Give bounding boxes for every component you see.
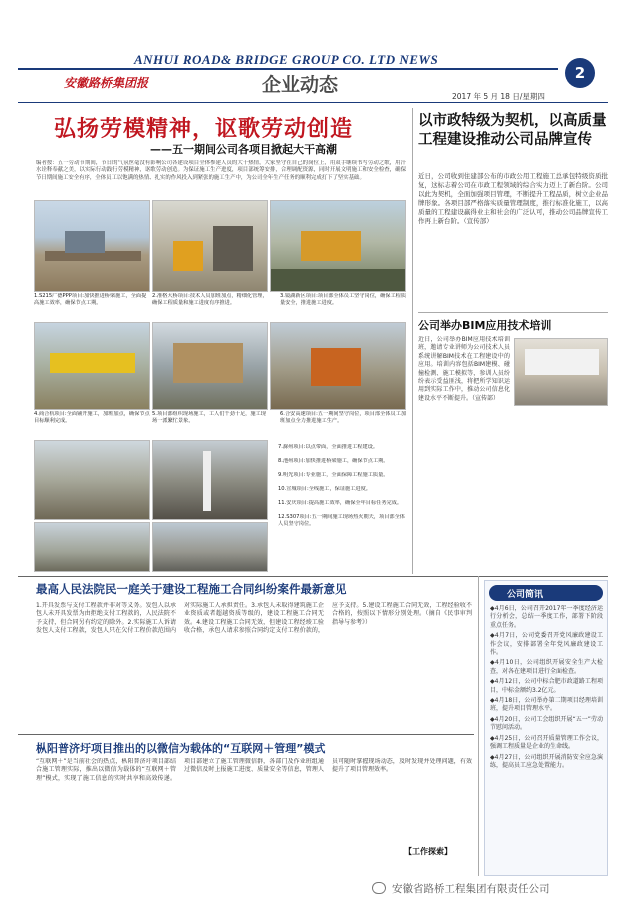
briefs-title: 公司简讯 [507,590,544,600]
caption-12: 12.S307项目:五一期间施工现场热火朝天，项目部全体人员坚守岗位。 [278,514,405,527]
footer-watermark [372,880,634,900]
bim-body-cont [514,410,608,566]
fupin-body: “互联网＋”是当前社会的热点，枞阳普济圩项目部结合施工管理实际，推出以微信为载体的“互联网＋管理”模式，实现了施工信息的实时共享和高效传递。项目部建立了施工管理微信群，各部门及作业班组通过微信及时上报施工进度、质量安全等信息，管理人员可随时掌握现场动态，及时发现并处理问题，有效提升了项目管理效率。 [36,758,472,782]
ppp-title: 以市政特级为契机，以高质量工程建设推动公司品牌宣传 [418,113,607,148]
court-title: 最高人民法院民一庭关于建设工程施工合同纠纷案件最新意见 [36,582,347,596]
lead-title: 弘扬劳模精神，讴歌劳动创造 [54,117,354,142]
bim-photo [514,338,608,406]
caption-4: 4.商合杭项目:全面铺开施工，加班加点，确保节点目标顺利完成。 [34,411,150,424]
page-number: 2 [574,64,586,82]
caption-6: 6.合安高速项目:五一期间坚守岗位，项目部全体员工加班加点全力推进施工生产。 [280,411,406,424]
page-number-badge [565,58,595,88]
photo-1 [34,200,150,292]
briefs-box [484,580,608,876]
photo-6 [270,322,406,410]
paper-name: 安徽路桥集团报 [64,76,149,90]
watermark-text: 安徽省路桥工程集团有限责任公司 [392,883,550,895]
brief-item: ◆4月27日，公司组织开展消防安全应急演练，提高员工应急处置能力。 [490,753,603,769]
photo-4 [34,322,150,410]
brief-item: ◆4月6日，公司召开2017年一季度经济运行分析会，总结一季度工作，部署下阶段重点任务。 [490,605,603,629]
briefs-list [490,605,603,871]
court-top-rule [18,576,608,577]
caption-7: 7.滁州项目:以点带面，全面推进工程建设。 [278,444,379,450]
section-title: 企业动态 [262,74,339,96]
fupin-title: 枞阳普济圩项目推出的以微信为载体的“互联网＋管理”模式 [36,742,326,755]
brief-item: ◆4月18日，公司举办第二期项目经理培训班，提升项目管理水平。 [490,697,603,713]
brief-item: ◆4月12日，公司中标合肥市政道路工程项目，中标金额约3.2亿元。 [490,678,603,694]
photo-5 [152,322,268,410]
bim-body: 近日，公司举办BIM应用技术培训班，邀请专业讲师为公司技术人员系统讲解BIM技术在工程建设中的应用。培训内容包括BIM建模、碰撞检测、施工模拟等，参训人员纷纷表示受益匪浅，将把所学知识运用到实际工作中，推动公司信息化建设水平不断提升。（宣传部） [418,336,510,402]
wechat-icon [372,882,386,894]
issue-date: 2017 年 5 月 18 日/星期四 [452,92,545,101]
caption-2: 2.准格大桥项目:技术人员加班加点，精细化管理，确保工程质量和施工进度有序推进。 [152,293,268,306]
briefs-divider [478,576,479,876]
brief-item: ◆4月20日，公司工会组织开展“五一”劳动节慰问活动。 [490,715,603,732]
fupin-tag: 【工作探索】 [404,847,452,856]
bim-rule [418,312,608,313]
photo-9 [34,522,150,572]
lead-subtitle: ——五一期间公司各项目掀起大干高潮 [150,143,337,156]
brief-item: ◆4月10日，公司组织开展安全生产大检查，对各在建项目进行全面检查。 [490,659,603,675]
bim-title: 公司举办BIM应用技术培训 [418,319,552,332]
brief-item: ◆4月7日，公司党委召开党风廉政建设工作会议，安排部署全年党风廉政建设工作。 [490,632,603,657]
lead-intro: 编者按：五一劳动节期间，节日的气氛丝毫没有影响公司各建设项目全体参建人员的大干热情，大家坚守在自己的岗位上，用双手继续书写劳动之歌，用汗水诠释奉献之美，以实际行动践行劳模精神，讴歌劳动创造。为保证施工生产进度，项目部统筹安排，合理调配资源，同时开展文明施工和安全检查，确保节日期间施工安全有序，全体员工以饱满的热情、扎实的作风投入到紧张的施工生产中，为公司全年生产任务的顺利完成打下了坚实基础。 [36,160,406,181]
court-body: 1.开具发票与支付工程款并非对等义务。发包人以承包人未开具发票为由拒绝支付工程款的，人民法院不予支持，但合同另有约定的除外。2.实际施工人诉请发包人支付工程款，发包人只在欠付工程价款范围内对实际施工人承担责任。3.承包人未取得建筑施工企业资质或者超越资质等级的，建设工程施工合同无效。4.建设工程施工合同无效，但建设工程经竣工验收合格，承包人请求参照合同约定支付工程价款的，应予支持。5.建设工程施工合同无效，工程经验收不合格的，按照以下情形分别处理。（摘自《民事审判指导与参考》） [36,602,472,635]
masthead [0,0,640,105]
caption-8: 8.池州项目:加快推进桥梁施工，确保节点工期。 [278,458,389,464]
ppp-body: 近日，公司收到住建部公布的市政公用工程施工总承包特级资质批复，这标志着公司在市政工程领域的综合实力迈上了新台阶。公司以此为契机，全面加强项目管理，不断提升工程品质，树立企业品牌形象。各项目部严格落实质量管理制度，推行标准化施工，以高质量的工程建设赢得业主和社会的广泛认可，推动公司品牌宣传工作再上新台阶。（宣传部） [418,172,608,225]
fupin-top-rule [18,734,474,735]
photo-3 [270,200,406,292]
brief-item: ◆4月25日，公司召开质量管理工作会议，强调工程质量是企业的生命线。 [490,734,603,751]
header-bottom-rule [18,102,608,103]
photo-2 [152,200,268,292]
caption-1: 1.S215广德PPP项目:加快推进桥梁施工，全面提高施工效率，确保节点工期。 [34,293,147,306]
column-divider [412,108,413,574]
caption-5: 5.项目部组织现场施工，工人们干劲十足，施工现场一派繁忙景象。 [152,411,266,424]
photo-10 [152,522,268,572]
briefs-header [489,585,603,601]
caption-3: 3.镜湖新区项目:项目部全体员工坚守岗位，确保工程质量安全，推进施工进度。 [280,293,406,306]
photo-7 [34,440,150,520]
caption-9: 9.明光项目:专业施工，全面保障工程施工质量。 [278,472,389,478]
english-name: ANHUI ROAD& BRIDGE GROUP CO. LTD NEWS [134,52,439,67]
caption-11: 11.安庆项目:提高施工效率，确保全年目标任务完成。 [278,500,403,506]
caption-10: 10.宣城项目:全线施工，保证施工进度。 [278,486,371,492]
photo-8 [152,440,268,520]
